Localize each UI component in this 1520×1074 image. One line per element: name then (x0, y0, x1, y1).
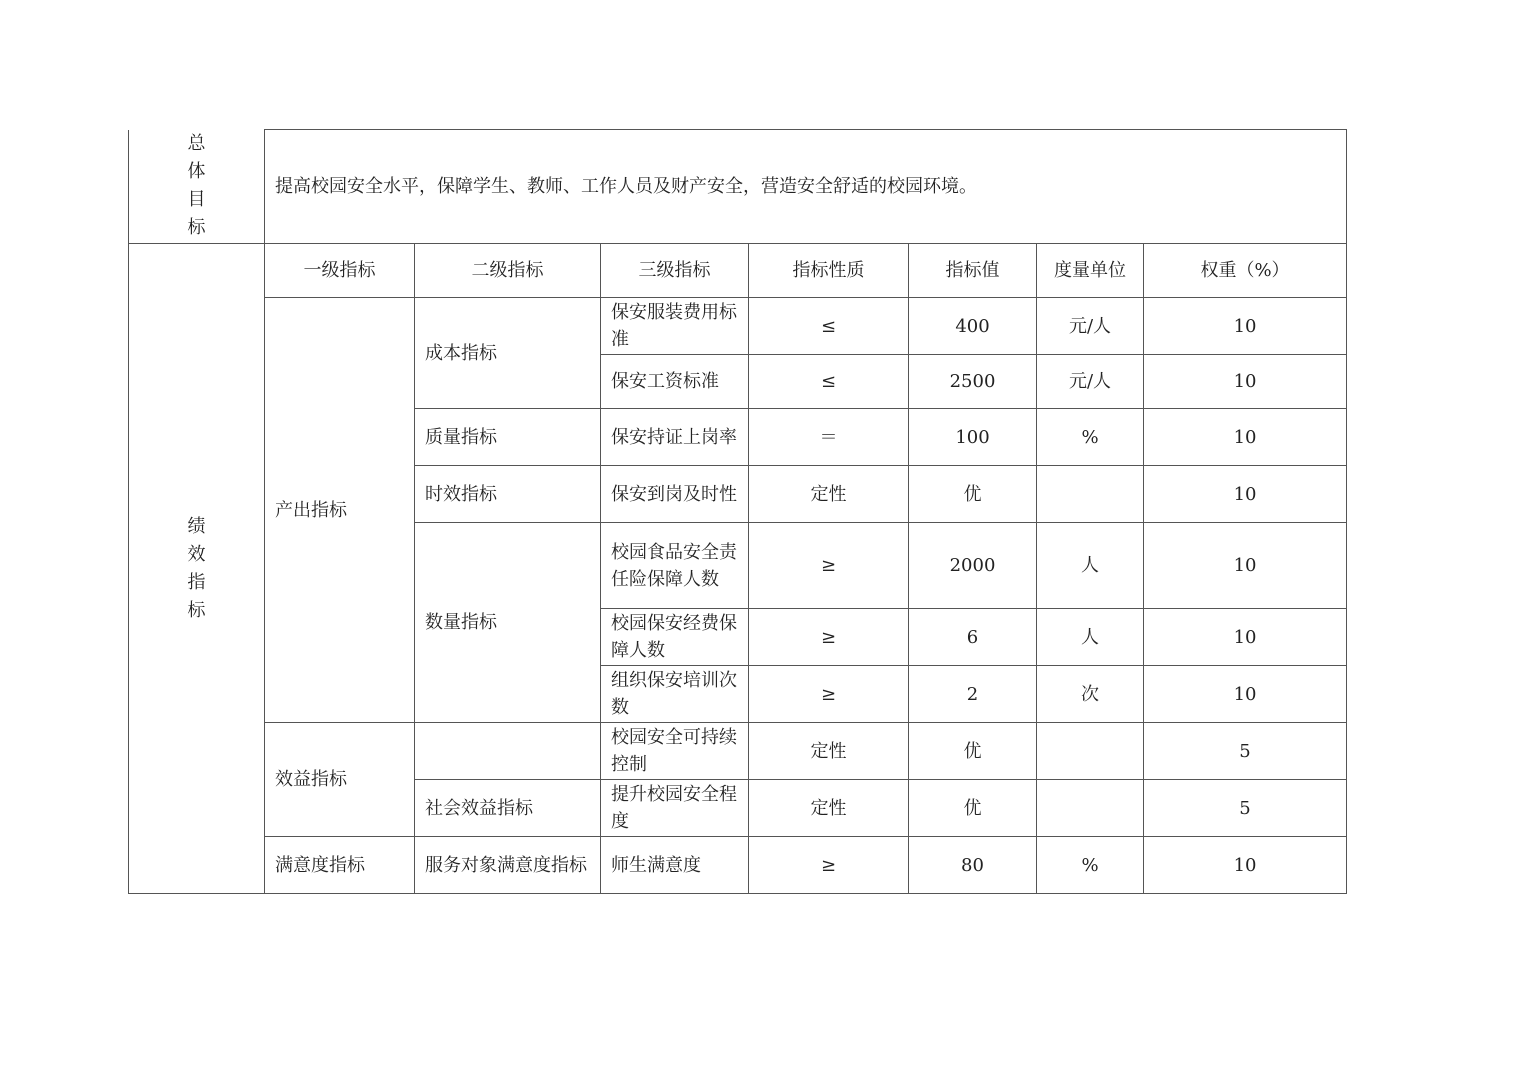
unit-cell (1037, 466, 1144, 523)
table-row (129, 298, 1347, 355)
perf-label-cell (129, 244, 265, 894)
weight-cell: 10 (1144, 409, 1347, 466)
weight-cell: 10 (1144, 466, 1347, 523)
level1-cell: 满意度指标 (265, 837, 415, 894)
level2-cell (415, 723, 601, 780)
weight-cell: 5 (1144, 723, 1347, 780)
goal-label-cell (129, 130, 265, 244)
nature-cell: ≤ (749, 298, 909, 355)
nature-cell: ≥ (749, 666, 909, 723)
nature-cell: 定性 (749, 723, 909, 780)
level3-cell: 校园保安经费保障人数 (601, 609, 749, 666)
value-cell: 优 (909, 780, 1037, 837)
unit-cell: 元/人 (1037, 298, 1144, 355)
goal-row (129, 130, 1347, 244)
header-cell: 权重（%） (1144, 244, 1347, 298)
header-cell: 三级指标 (601, 244, 749, 298)
value-cell: 优 (909, 723, 1037, 780)
nature-cell: ≥ (749, 837, 909, 894)
goal-label: 总 体 目 标 (187, 133, 206, 239)
perf-label: 绩 效 指 标 (187, 515, 206, 621)
weight-cell: 10 (1144, 355, 1347, 409)
weight-cell: 10 (1144, 837, 1347, 894)
header-cell: 度量单位 (1037, 244, 1144, 298)
header-row (129, 244, 1347, 298)
level1-cell: 产出指标 (265, 298, 415, 723)
level3-cell: 保安工资标准 (601, 355, 749, 409)
weight-cell: 10 (1144, 298, 1347, 355)
nature-cell: ≥ (749, 523, 909, 609)
header-cell: 指标值 (909, 244, 1037, 298)
level3-cell: 组织保安培训次数 (601, 666, 749, 723)
level3-cell: 校园食品安全责任险保障人数 (601, 523, 749, 609)
unit-cell: % (1037, 409, 1144, 466)
header-cell: 二级指标 (415, 244, 601, 298)
nature-cell: ≥ (749, 609, 909, 666)
nature-cell: 定性 (749, 466, 909, 523)
weight-cell: 10 (1144, 666, 1347, 723)
value-cell: 100 (909, 409, 1037, 466)
level2-cell: 成本指标 (415, 298, 601, 409)
level2-cell: 社会效益指标 (415, 780, 601, 837)
level2-cell: 质量指标 (415, 409, 601, 466)
level3-cell: 提升校园安全程度 (601, 780, 749, 837)
value-cell: 400 (909, 298, 1037, 355)
unit-cell: 元/人 (1037, 355, 1144, 409)
weight-cell: 10 (1144, 609, 1347, 666)
value-cell: 80 (909, 837, 1037, 894)
weight-cell: 10 (1144, 523, 1347, 609)
level3-cell: 保安持证上岗率 (601, 409, 749, 466)
level1-cell: 效益指标 (265, 723, 415, 837)
level2-cell: 时效指标 (415, 466, 601, 523)
unit-cell: 人 (1037, 609, 1144, 666)
header-cell: 一级指标 (265, 244, 415, 298)
nature-cell: ＝ (749, 409, 909, 466)
value-cell: 2500 (909, 355, 1037, 409)
level2-cell: 数量指标 (415, 523, 601, 723)
goal-text: 提高校园安全水平，保障学生、教师、工作人员及财产安全，营造安全舒适的校园环境。 (265, 130, 1347, 244)
level3-cell: 保安服装费用标准 (601, 298, 749, 355)
header-cell: 指标性质 (749, 244, 909, 298)
value-cell: 6 (909, 609, 1037, 666)
level2-cell: 服务对象满意度指标 (415, 837, 601, 894)
unit-cell: % (1037, 837, 1144, 894)
level3-cell: 师生满意度 (601, 837, 749, 894)
performance-table (128, 129, 1347, 894)
unit-cell: 次 (1037, 666, 1144, 723)
unit-cell (1037, 723, 1144, 780)
level3-cell: 保安到岗及时性 (601, 466, 749, 523)
value-cell: 2000 (909, 523, 1037, 609)
table-row (129, 723, 1347, 780)
level3-cell: 校园安全可持续控制 (601, 723, 749, 780)
unit-cell: 人 (1037, 523, 1144, 609)
value-cell: 2 (909, 666, 1037, 723)
value-cell: 优 (909, 466, 1037, 523)
unit-cell (1037, 780, 1144, 837)
table-row (129, 837, 1347, 894)
nature-cell: 定性 (749, 780, 909, 837)
weight-cell: 5 (1144, 780, 1347, 837)
nature-cell: ≤ (749, 355, 909, 409)
